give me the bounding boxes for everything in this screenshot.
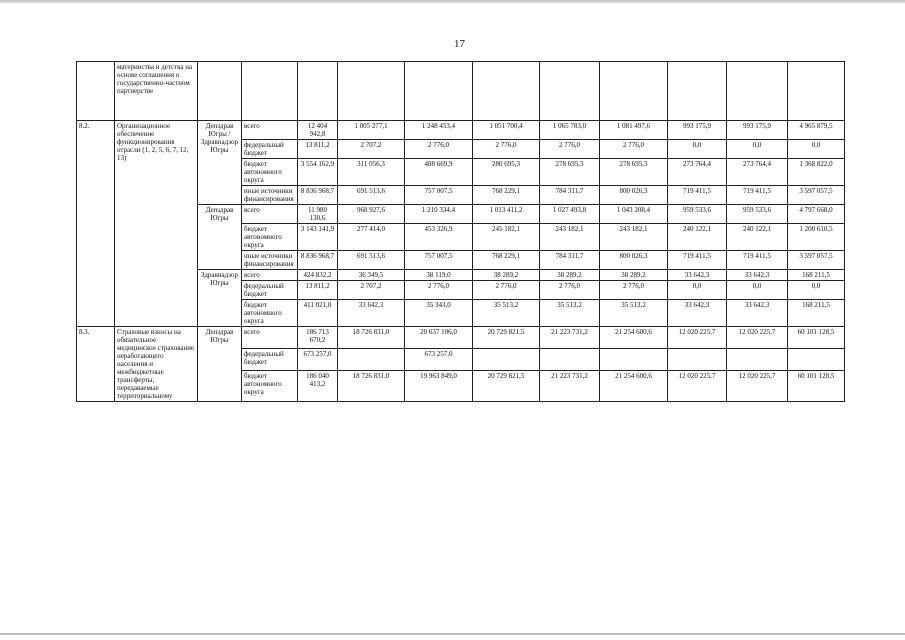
- funding-source: всего: [242, 270, 298, 281]
- amount-cell: 186 040 413,2: [298, 370, 338, 401]
- amount-cell: 1 051 700,4: [473, 121, 540, 140]
- amount-cell: 1 065 783,0: [540, 121, 600, 140]
- amount-cell: 20 729 821,5: [473, 370, 540, 401]
- budget-table: [76, 61, 845, 402]
- amount-cell: 993 175,9: [668, 121, 727, 140]
- amount-cell: 3 597 057,5: [788, 186, 845, 205]
- amount-cell: 278 695,3: [600, 159, 668, 186]
- amount-cell: 757 007,5: [405, 251, 473, 270]
- amount-cell: [473, 348, 540, 370]
- amount-cell: 20 729 821,5: [473, 327, 540, 349]
- amount-cell: 3 597 057,5: [788, 251, 845, 270]
- executor: Депздрав Югры /Здравнадзор Югры: [198, 121, 242, 205]
- item-number: 8.2.: [77, 121, 115, 327]
- amount-cell: 2 776,0: [540, 140, 600, 159]
- amount-cell: 1 013 411,2: [473, 205, 540, 224]
- amount-cell: 21 254 600,6: [600, 370, 668, 401]
- amount-cell: 2 776,0: [473, 140, 540, 159]
- item-name-fragment: материнства и детства на основе соглашения о государственно-частном партнерстве: [115, 62, 198, 121]
- amount-cell: 1 210 334,4: [405, 205, 473, 224]
- executor: Здравнадзор Югры: [198, 270, 242, 327]
- amount-cell: 1 081 497,6: [600, 121, 668, 140]
- amount-cell: 993 175,9: [727, 121, 788, 140]
- amount-cell: 1 043 208,4: [600, 205, 668, 224]
- amount-cell: 168 211,5: [788, 300, 845, 327]
- amount-cell: 36 349,5: [338, 270, 405, 281]
- amount-cell: 38 289,2: [600, 270, 668, 281]
- scan-top-edge: [0, 0, 905, 3]
- amount-cell: 243 182,1: [540, 224, 600, 251]
- amount-cell: 18 726 831,0: [338, 370, 405, 401]
- amount-cell: 768 229,1: [473, 186, 540, 205]
- amount-cell: 12 404 942,8: [298, 121, 338, 140]
- amount-cell: 35 343,0: [405, 300, 473, 327]
- page-number: 17: [454, 38, 465, 50]
- amount-cell: 2 776,0: [600, 281, 668, 300]
- funding-source: иные источники финансирования: [242, 186, 298, 205]
- table-row: [77, 121, 845, 140]
- table-row: [77, 62, 845, 121]
- amount-cell: 33 642,3: [727, 270, 788, 281]
- amount-cell: 21 223 731,2: [540, 370, 600, 401]
- funding-source: бюджет автономного округа: [242, 370, 298, 401]
- amount-cell: [788, 348, 845, 370]
- amount-cell: 784 311,7: [540, 251, 600, 270]
- funding-source: бюджет автономного округа: [242, 224, 298, 251]
- amount-cell: 959 533,6: [727, 205, 788, 224]
- amount-cell: 19 963 849,0: [405, 370, 473, 401]
- amount-cell: 21 223 731,2: [540, 327, 600, 349]
- amount-cell: 0,0: [727, 140, 788, 159]
- funding-source: федеральный бюджет: [242, 348, 298, 370]
- amount-cell: 2 707,2: [338, 140, 405, 159]
- amount-cell: 4 797 668,0: [788, 205, 845, 224]
- amount-cell: 3 554 162,9: [298, 159, 338, 186]
- amount-cell: 38 289,2: [473, 270, 540, 281]
- funding-source: всего: [242, 205, 298, 224]
- amount-cell: 800 026,3: [600, 251, 668, 270]
- amount-cell: 673 257,0: [298, 348, 338, 370]
- funding-source: федеральный бюджет: [242, 281, 298, 300]
- amount-cell: 243 182,1: [600, 224, 668, 251]
- amount-cell: 33 642,3: [727, 300, 788, 327]
- amount-cell: 12 020 225,7: [727, 327, 788, 349]
- item-name: Организационное обеспечение функционирования отрасли (1, 2, 5, 6, 7, 12, 13): [115, 121, 198, 327]
- amount-cell: 453 326,9: [405, 224, 473, 251]
- amount-cell: 60 101 128,5: [788, 327, 845, 349]
- amount-cell: [668, 348, 727, 370]
- amount-cell: 0,0: [788, 281, 845, 300]
- amount-cell: 4 965 879,5: [788, 121, 845, 140]
- table-body: [77, 62, 845, 402]
- amount-cell: 38 119,0: [405, 270, 473, 281]
- funding-source: федеральный бюджет: [242, 140, 298, 159]
- table-row: [77, 327, 845, 349]
- funding-source: бюджет автономного округа: [242, 300, 298, 327]
- amount-cell: 168 211,5: [788, 270, 845, 281]
- amount-cell: 245 182,1: [473, 224, 540, 251]
- amount-cell: 2 776,0: [405, 140, 473, 159]
- amount-cell: 2 776,0: [405, 281, 473, 300]
- amount-cell: 11 980 130,6: [298, 205, 338, 224]
- amount-cell: 311 056,3: [338, 159, 405, 186]
- amount-cell: 1 248 453,4: [405, 121, 473, 140]
- amount-cell: 35 513,2: [473, 300, 540, 327]
- amount-cell: 35 513,2: [540, 300, 600, 327]
- amount-cell: 21 254 600,6: [600, 327, 668, 349]
- scan-bottom-edge: [0, 633, 905, 635]
- amount-cell: [338, 348, 405, 370]
- amount-cell: 1 027 493,8: [540, 205, 600, 224]
- executor: Депздрав Югры: [198, 205, 242, 270]
- funding-source: иные источники финансирования: [242, 251, 298, 270]
- executor: Депздрав Югры: [198, 327, 242, 402]
- amount-cell: 33 642,3: [338, 300, 405, 327]
- amount-cell: 38 289,2: [540, 270, 600, 281]
- amount-cell: 768 229,1: [473, 251, 540, 270]
- amount-cell: 1 368 822,0: [788, 159, 845, 186]
- amount-cell: 488 669,9: [405, 159, 473, 186]
- amount-cell: 278 695,3: [540, 159, 600, 186]
- amount-cell: 13 811,2: [298, 281, 338, 300]
- amount-cell: 8 836 968,7: [298, 251, 338, 270]
- item-name: Страховые взносы на обязательное медицинское страхование неработающего населения и межбюджетные трансферты, передаваемые территориальному: [115, 327, 198, 402]
- amount-cell: 12 020 225,7: [727, 370, 788, 401]
- amount-cell: 273 764,4: [668, 159, 727, 186]
- amount-cell: 968 927,6: [338, 205, 405, 224]
- amount-cell: [540, 348, 600, 370]
- funding-source: всего: [242, 327, 298, 349]
- amount-cell: 691 513,6: [338, 251, 405, 270]
- amount-cell: 18 726 831,0: [338, 327, 405, 349]
- amount-cell: 1 005 277,1: [338, 121, 405, 140]
- amount-cell: 800 026,3: [600, 186, 668, 205]
- funding-source: бюджет автономного округа: [242, 159, 298, 186]
- item-number: 8.3.: [77, 327, 115, 402]
- amount-cell: 959 533,6: [668, 205, 727, 224]
- amount-cell: 3 143 141,9: [298, 224, 338, 251]
- amount-cell: 12 020 225,7: [668, 370, 727, 401]
- amount-cell: 12 020 225,7: [668, 327, 727, 349]
- amount-cell: [600, 348, 668, 370]
- amount-cell: 757 007,5: [405, 186, 473, 205]
- amount-cell: 273 764,4: [727, 159, 788, 186]
- amount-cell: 719 411,5: [727, 251, 788, 270]
- amount-cell: 240 122,1: [668, 224, 727, 251]
- amount-cell: 673 257,0: [405, 348, 473, 370]
- amount-cell: 719 411,5: [727, 186, 788, 205]
- amount-cell: 784 311,7: [540, 186, 600, 205]
- amount-cell: 8 836 968,7: [298, 186, 338, 205]
- amount-cell: 280 695,3: [473, 159, 540, 186]
- amount-cell: 2 707,2: [338, 281, 405, 300]
- amount-cell: 2 776,0: [473, 281, 540, 300]
- amount-cell: [727, 348, 788, 370]
- amount-cell: 35 513,2: [600, 300, 668, 327]
- amount-cell: 0,0: [788, 140, 845, 159]
- amount-cell: 424 832,2: [298, 270, 338, 281]
- amount-cell: 0,0: [727, 281, 788, 300]
- amount-cell: 33 642,3: [668, 300, 727, 327]
- amount-cell: 186 713 670,2: [298, 327, 338, 349]
- amount-cell: 0,0: [668, 281, 727, 300]
- amount-cell: 411 021,0: [298, 300, 338, 327]
- amount-cell: 33 642,3: [668, 270, 727, 281]
- amount-cell: 60 101 128,5: [788, 370, 845, 401]
- amount-cell: 0,0: [668, 140, 727, 159]
- amount-cell: 1 200 610,5: [788, 224, 845, 251]
- amount-cell: 240 122,1: [727, 224, 788, 251]
- amount-cell: 2 776,0: [540, 281, 600, 300]
- amount-cell: 2 776,0: [600, 140, 668, 159]
- amount-cell: 719 411,5: [668, 251, 727, 270]
- funding-source: всего: [242, 121, 298, 140]
- amount-cell: 719 411,5: [668, 186, 727, 205]
- amount-cell: 691 513,6: [338, 186, 405, 205]
- amount-cell: 20 637 106,0: [405, 327, 473, 349]
- amount-cell: 277 414,0: [338, 224, 405, 251]
- amount-cell: 13 811,2: [298, 140, 338, 159]
